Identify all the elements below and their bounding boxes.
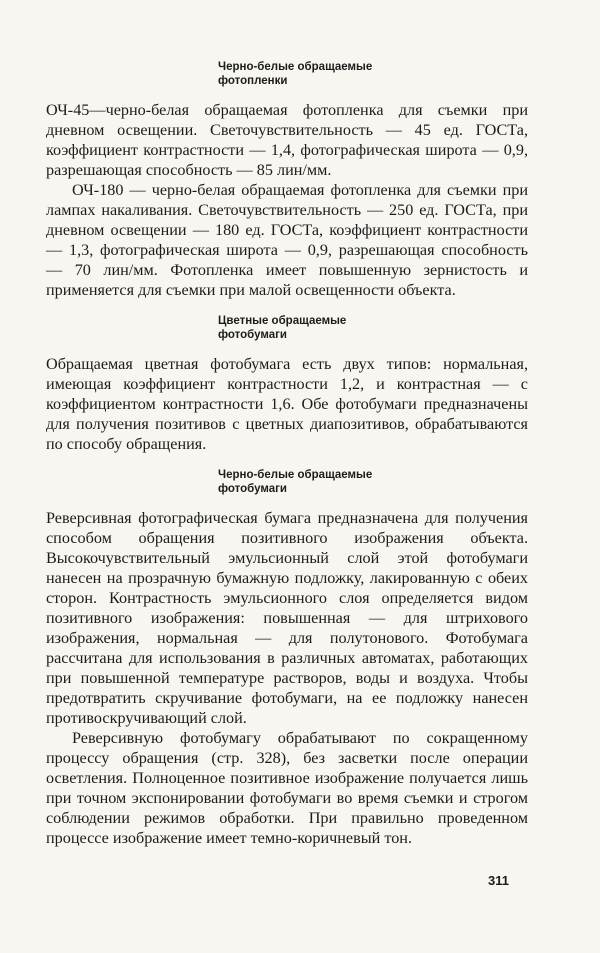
paragraph-reversal-processing: Реверсивную фотобумагу обрабатывают по сокращенному процессу обращения (стр. 328), без засветки после операции осветления. Полноценное позитивное изображение получается лишь при точном экспонировании фотобумаги во время съемки и строгом соблюдении режимов обработки. При правильно проведенном процессе изображение имеет темно-коричневый тон. (46, 729, 528, 847)
paragraph-reversal-paper: Реверсивная фотографическая бумага предназначена для получения способом обращения позитивного изображения объекта. Высокочувствительный эмульсионный слой этой фотобумаги нанесен на прозрачную бумажную подложку, лакированную с обеих сторон. Контрастность эмульсионного слоя определяется видом позитивного изображения: повышенная — для штрихового изображения, нормальная — для полутонового. Фотобумага рассчитана для использования в различных автоматах, работающих при повышенной температуре растворов, воды и воздуха. Чтобы предотвратить скручивание фотобумаги, на ее подложку нанесен противоскручивающий слой. (46, 509, 528, 727)
paragraph-och180: ОЧ-180 — черно-белая обращаемая фотопленка для съемки при лампах накаливания. Светочувствительность — 250 ед. ГОСТа, при дневном освещении — 180 ед. ГОСТа, коэффициент контрастности — 1,3, фотографическая широта — 0,9, разрешающая способность — 70 лин/мм. Фотопленка имеет повышенную зернистость и применяется для съемки при малой освещенности объекта. (46, 181, 528, 299)
page-number: 311 (488, 873, 509, 888)
heading-line: фотопленки (218, 75, 288, 87)
heading-line: фотобумаги (218, 483, 287, 495)
heading-line: Черно-белые обращаемые (218, 469, 373, 481)
heading-line: Черно-белые обращаемые (218, 61, 373, 73)
heading-line: фотобумаги (218, 329, 287, 341)
section-heading-color-reversal-papers (218, 314, 528, 342)
heading-line: Цветные обращаемые (218, 315, 347, 327)
paragraph-och45: ОЧ-45—черно-белая обращаемая фотопленка для съемки при дневном освещении. Светочувствительность — 45 ед. ГОСТа, коэффициент контрастности — 1,4, фотографическая широта — 0,9, разрешающая способность — 85 лин/мм. (46, 101, 528, 179)
section-heading-bw-reversal-films (218, 60, 528, 88)
paragraph-color-paper: Обращаемая цветная фотобумага есть двух типов: нормальная, имеющая коэффициент контрастности 1,2, и контрастная — с коэффициентом контрастности 1,6. Обе фотобумаги предназначены для получения позитивов с цветных диапозитивов, обрабатываются по способу обращения. (46, 355, 528, 453)
page-body (46, 60, 528, 848)
section-heading-bw-reversal-papers (218, 468, 528, 496)
